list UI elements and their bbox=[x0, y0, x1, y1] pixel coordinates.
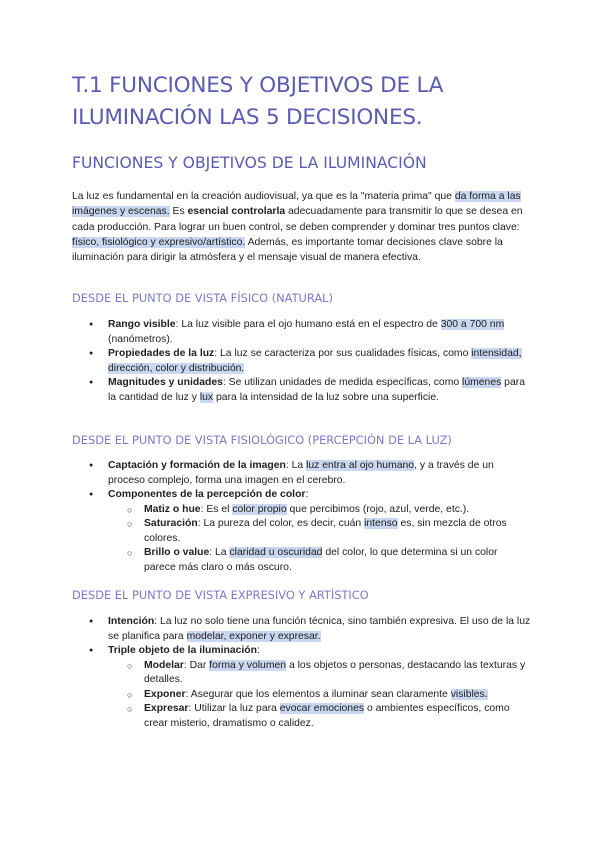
subsection-heading-fisiologico: DESDE EL PUNTO DE VISTA FISIOLÓGICO (PERCEPCIÓN DE LA LUZ) bbox=[72, 433, 452, 447]
section-heading: FUNCIONES Y OBJETIVOS DE LA ILUMINACIÓN bbox=[72, 154, 427, 172]
sublist-color bbox=[108, 503, 532, 576]
sublist-item: ○ Matiz o hue: Es el color propio que percibimos (rojo, azul, verde, etc.). bbox=[108, 503, 532, 518]
sublist-item: ○ Expresar: Utilizar la luz para evocar emociones o ambientes específicos, como crear misterio, dramatismo o calidez. bbox=[108, 702, 532, 731]
sublist-objetos bbox=[108, 659, 532, 732]
document-title: T.1 FUNCIONES Y OBJETIVOS DE LA ILUMINACIÓN LAS 5 DECISIONES. bbox=[72, 73, 444, 130]
list-fisico bbox=[72, 318, 532, 405]
highlight: físico, fisiológico y expresivo/artístico. bbox=[72, 236, 246, 248]
list-item: ● Magnitudes y unidades: Se utilizan unidades de medida específicas, como lúmenes para la cantidad de luz y lux para la intensidad de la luz sobre una superficie. bbox=[72, 376, 532, 405]
list-item: ● Propiedades de la luz: La luz se caracteriza por sus cualidades físicas, como intensidad, dirección, color y distribución. bbox=[72, 347, 532, 376]
highlight: da forma a las imágenes y escenas. bbox=[72, 191, 521, 218]
sublist-item: ○ Modelar: Dar forma y volumen a los objetos o personas, destacando las texturas y detalles. bbox=[108, 659, 532, 688]
list-item: ● Triple objeto de la iluminación: ○ Modelar: Dar forma y volumen a los objetos o personas, destacando las texturas y detalles. ○ Exponer: Asegurar que los elementos a iluminar sean claramente visibles. ○ Expresar: Utilizar la luz para evocar emociones o ambientes específicos, como crear misterio, dramatismo o calidez. bbox=[72, 644, 532, 731]
sublist-item: ○ Saturación: La pureza del color, es decir, cuán intenso es, sin mezcla de otros colores. bbox=[108, 517, 532, 546]
list-item: ● Intención: La luz no solo tiene una función técnica, sino también expresiva. El uso de la luz se planifica para modelar, exponer y expresar. bbox=[72, 615, 532, 644]
sublist-item: ○ Brillo o value: La claridad u oscuridad del color, lo que determina si un color parece más claro o más oscuro. bbox=[108, 546, 532, 575]
list-fisiologico bbox=[72, 459, 532, 575]
list-item: ● Captación y formación de la imagen: La luz entra al ojo humano, y a través de un proceso complejo, forma una imagen en el cerebro. bbox=[72, 459, 532, 488]
subsection-heading-expresivo: DESDE EL PUNTO DE VISTA EXPRESIVO Y ARTÍSTICO bbox=[72, 588, 369, 602]
intro-paragraph: La luz es fundamental en la creación audiovisual, ya que es la "materia prima" que da forma a las imágenes y escenas. Es esencial controlarla adecuadamente para transmitir lo que se desea en cada producción. Para lograr un buen control, se deben comprender y dominar tres puntos clave: físico, fisiológico y expresivo/artístico. Además, es importante tomar decisiones clave sobre la iluminación para dirigir la atmósfera y el mensaje visual de manera efectiva. bbox=[72, 191, 523, 264]
sublist-item: ○ Exponer: Asegurar que los elementos a iluminar sean claramente visibles. bbox=[108, 688, 532, 703]
list-item: ● Rango visible: La luz visible para el ojo humano está en el espectro de 300 a 700 nm (nanómetros). bbox=[72, 318, 532, 347]
list-item: ● Componentes de la percepción de color: ○ Matiz o hue: Es el color propio que percibimos (rojo, azul, verde, etc.). ○ Saturación: La pureza del color, es decir, cuán intenso es, sin mezcla de otros colores. ○ Brillo o value: La claridad u oscuridad del color, lo que determina si un color parece más claro o más oscuro. bbox=[72, 488, 532, 575]
subsection-heading-fisico: DESDE EL PUNTO DE VISTA FÍSICO (NATURAL) bbox=[72, 291, 333, 305]
list-expresivo bbox=[72, 615, 532, 731]
